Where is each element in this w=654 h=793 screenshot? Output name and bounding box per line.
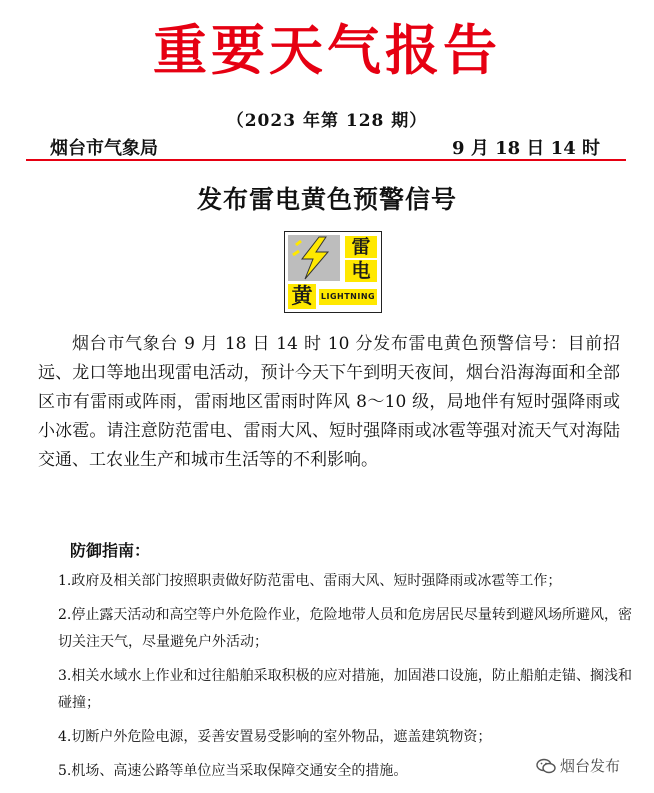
report-title: 重要天气报告	[153, 18, 501, 82]
lightning-yellow-signal	[284, 231, 382, 313]
guide-item-4: 4.切断户外危险电源，妥善安置易受影响的室外物品，遮盖建筑物资；	[58, 729, 492, 745]
signal-char-lei: 雷	[345, 236, 377, 258]
issue-date: 9 月 18 日 14 时	[452, 138, 600, 159]
signal-char-dian: 电	[345, 260, 377, 282]
header-divider	[26, 159, 626, 161]
wechat-icon	[536, 758, 556, 774]
signal-english: LIGHTNING	[319, 289, 377, 305]
guide-item-1: 1.政府及相关部门按照职责做好防范雷电、雷雨大风、短时强降雨或冰雹等工作；	[58, 573, 562, 589]
signal-level: 黄	[288, 284, 316, 309]
guide-item-5: 5.机场、高速公路等单位应当采取保障交通安全的措施。	[58, 763, 408, 779]
guide-item-3: 3.相关水域水上作业和过往船舶采取积极的应对措施，加固港口设施，防止船舶走锚、搁浅和碰撞；	[58, 668, 632, 711]
guide-heading: 防御指南：	[70, 541, 151, 560]
issuer: 烟台市气象局	[50, 138, 158, 159]
watermark-text: 烟台发布	[560, 757, 621, 775]
issue-number: （2023 年第 128 期）	[226, 111, 428, 131]
lightning-bolt-icon	[288, 235, 340, 281]
warning-body: 烟台市气象台 9 月 18 日 14 时 10 分发布雷电黄色预警信号：目前招远、龙口等地出现雷电活动，预计今天下午到明天夜间，烟台沿海海面和全部区市有雷雨或阵雨，雷雨地区雷雨时阵风 8～10 级，局地伴有短时强降雨或小冰雹。请注意防范雷电、雷雨大风、短时强降雨或冰雹等强对流天气对海陆交通、工农业生产和城市生活等的不利影响。	[38, 334, 620, 470]
warning-headline: 发布雷电黄色预警信号	[196, 185, 457, 214]
watermark	[536, 755, 620, 776]
guide-item-2: 2.停止露天活动和高空等户外危险作业，危险地带人员和危房居民尽量转到避风场所避风，密切关注天气，尽量避免户外活动；	[58, 607, 632, 650]
